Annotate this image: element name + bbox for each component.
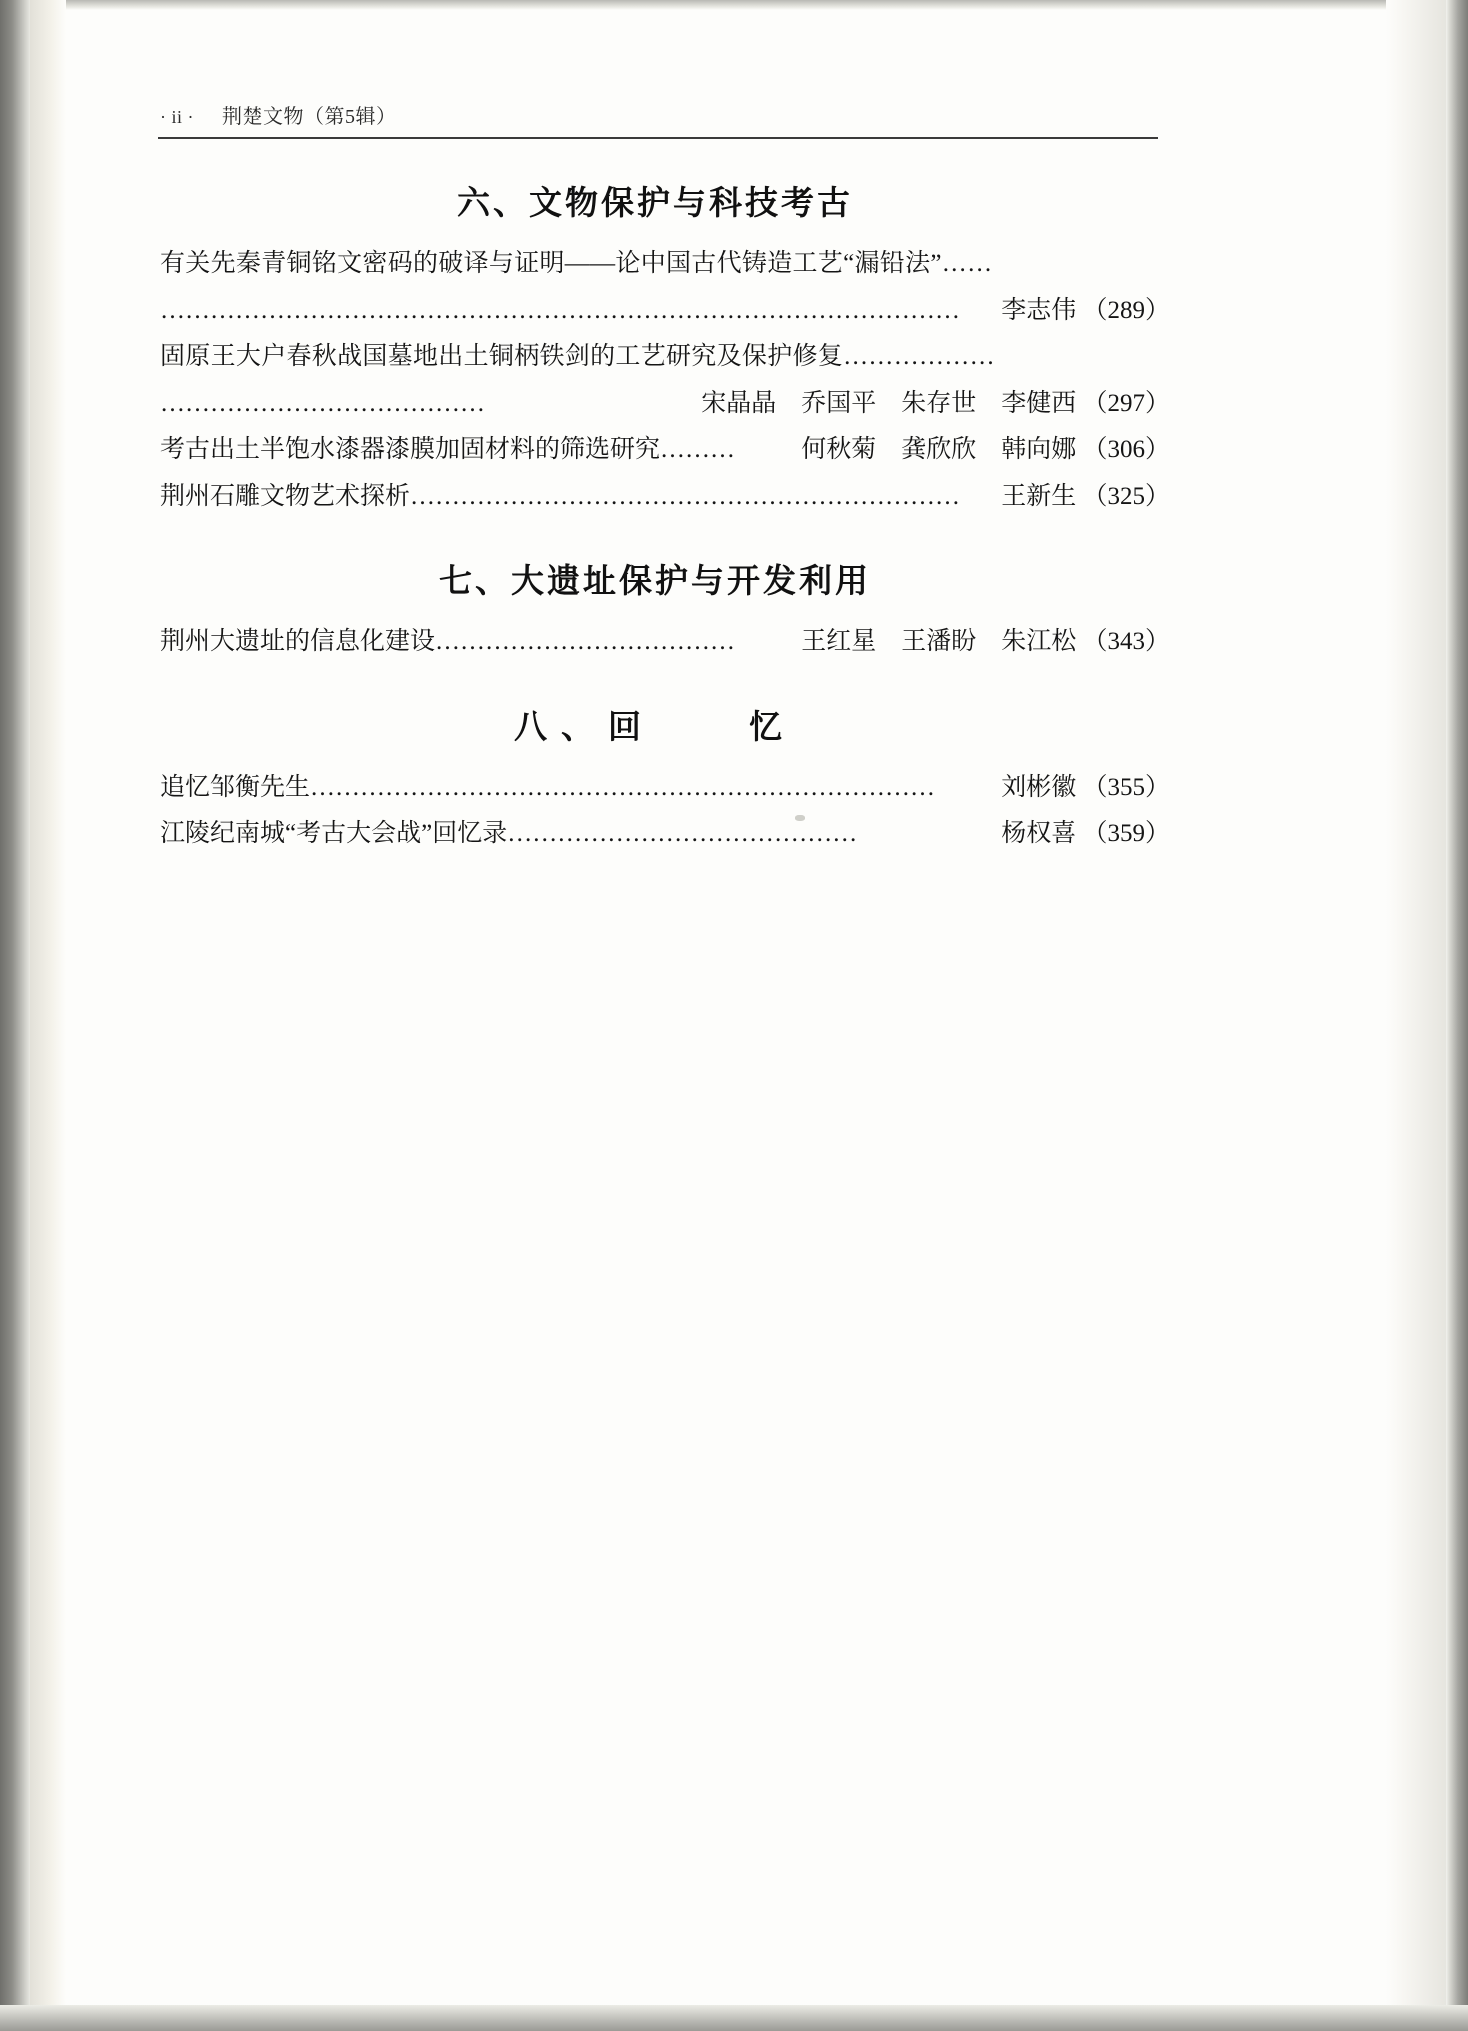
toc-leader: …………………………………………………………………………………… bbox=[160, 296, 960, 324]
toc-entry-meta bbox=[695, 384, 1170, 425]
page-folio: · ii · bbox=[160, 107, 194, 127]
toc-leader: ………………………………………………………………… bbox=[310, 773, 936, 801]
toc-leader: ………………………………… bbox=[160, 389, 485, 417]
toc-entry-meta bbox=[995, 477, 1170, 518]
toc-entry[interactable] bbox=[150, 814, 1170, 855]
page-edge-left-dark bbox=[0, 0, 30, 2031]
running-head bbox=[150, 100, 1310, 129]
toc-page-number: （325） bbox=[1082, 482, 1170, 510]
toc-authors: 刘彬徽 bbox=[1001, 773, 1077, 801]
toc-entry-title-group bbox=[160, 477, 960, 518]
header-rule bbox=[158, 137, 1158, 139]
toc-list-section-7 bbox=[150, 622, 1170, 663]
toc-entry-meta bbox=[995, 814, 1170, 855]
toc-entry-title[interactable]: 固原王大户春秋战国墓地出土铜柄铁剑的工艺研究及保护修复……………… bbox=[160, 343, 995, 370]
section-heading-6: 六、文物保护与科技考古 bbox=[457, 183, 853, 222]
toc-entry-continuation[interactable] bbox=[150, 291, 1170, 332]
toc-authors: 杨权喜 bbox=[1001, 820, 1077, 847]
toc-authors: 宋晶晶 乔国平 朱存世 李健西 bbox=[701, 389, 1077, 417]
toc-entry-meta bbox=[795, 430, 1170, 471]
toc-entry[interactable] bbox=[150, 622, 1170, 663]
page-edge-left-strip bbox=[30, 0, 66, 2031]
toc-entry-title-group bbox=[160, 814, 857, 855]
page-edge-bottom bbox=[0, 2005, 1468, 2031]
toc-entry-title-group bbox=[160, 622, 735, 663]
toc-page-number: （343） bbox=[1082, 628, 1170, 655]
toc-entry-meta bbox=[795, 622, 1170, 663]
toc-page-number: （289） bbox=[1082, 296, 1170, 324]
toc-leader: ……………………………… bbox=[435, 628, 736, 655]
page-content bbox=[150, 100, 1310, 861]
page-edge-top bbox=[0, 0, 1468, 10]
toc-entry[interactable] bbox=[150, 477, 1170, 518]
toc-authors: 李志伟 bbox=[1001, 296, 1077, 324]
toc-entry-meta bbox=[995, 291, 1170, 332]
toc-page-number: （306） bbox=[1082, 436, 1170, 463]
toc-entry[interactable] bbox=[150, 430, 1170, 471]
toc-entry-title: 江陵纪南城“考古大会战”回忆录 bbox=[160, 820, 508, 847]
toc-leader: …………………………………… bbox=[507, 820, 858, 847]
toc-list-section-8 bbox=[150, 768, 1170, 855]
toc-entry-title: 考古出土半饱水漆器漆膜加固材料的筛选研究……… bbox=[160, 436, 736, 463]
toc-authors: 王新生 bbox=[1001, 482, 1077, 510]
section-heading-8: 八、回 忆 bbox=[514, 706, 796, 746]
toc-authors: 王红星 王潘盼 朱江松 bbox=[801, 628, 1077, 655]
toc-entry-title-group bbox=[160, 768, 935, 809]
toc-entry-title: 荆州大遗址的信息化建设 bbox=[160, 628, 436, 655]
toc-entry-title: 荆州石雕文物艺术探析 bbox=[160, 482, 411, 510]
page-edge-right-dark bbox=[1446, 0, 1468, 2031]
toc-authors: 何秋菊 龚欣欣 韩向娜 bbox=[801, 436, 1077, 463]
toc-leader: ………………………………………………………… bbox=[410, 482, 961, 510]
section-heading-7: 七、大遗址保护与开发利用 bbox=[439, 561, 871, 600]
toc-entry-title[interactable]: 有关先秦青铜铭文密码的破译与证明——论中国古代铸造工艺“漏铅法”…… bbox=[160, 250, 993, 277]
toc-page-number: （355） bbox=[1082, 773, 1170, 801]
toc-entry-meta bbox=[995, 768, 1170, 809]
toc-entry-continuation[interactable] bbox=[150, 384, 1170, 425]
book-title: 荆楚文物（第5辑） bbox=[222, 106, 397, 128]
page-edge-right-fold bbox=[1386, 0, 1446, 2031]
toc-page-number: （359） bbox=[1082, 820, 1170, 847]
toc-entry-title: 追忆邹衡先生 bbox=[160, 773, 311, 801]
toc-page-number: （297） bbox=[1082, 389, 1170, 417]
toc-entry[interactable] bbox=[150, 768, 1170, 809]
toc-list-section-6 bbox=[150, 244, 1170, 517]
